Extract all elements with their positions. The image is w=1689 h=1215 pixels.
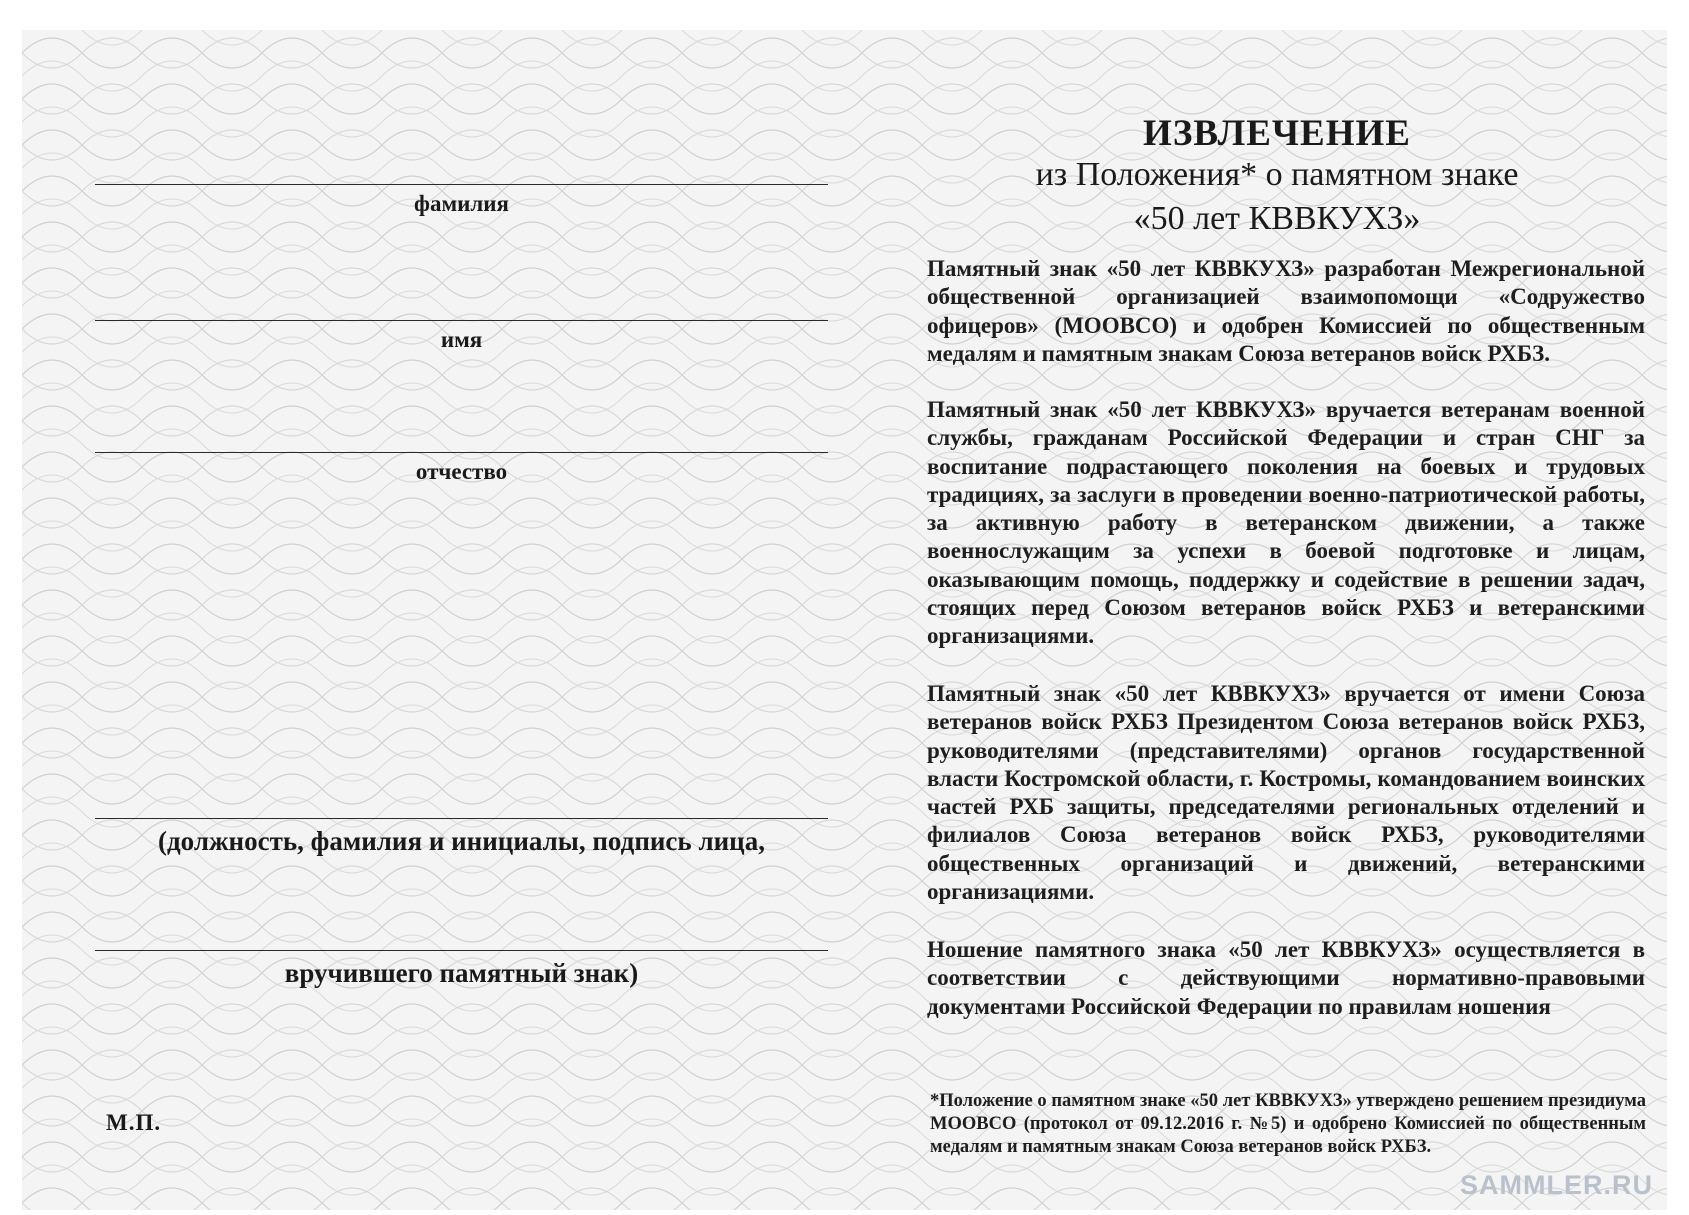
surname-line	[95, 184, 828, 185]
extract-subheading: из Положения* о памятном знаке	[1035, 156, 1519, 193]
name-line	[95, 320, 828, 321]
signature-line-2	[95, 950, 828, 951]
signature-caption-line2: вручившего памятный знак)	[284, 958, 639, 988]
extract-heading: ИЗВЛЕЧЕНИЕ	[1143, 113, 1411, 154]
certificate-spread	[22, 30, 1667, 1210]
paragraph-recipients: Памятный знак «50 лет КВВКУХЗ» вручается ветеранам военной службы, гражданам Российской Федерации и стран СНГ за воспитание подрастающего поколения на боевых и трудовых традициях, за заслуги в проведении военно-патриотической работы, за активную работу в ветеранском движении, а также военнослужащим за успехи в боевой подготовке и лицам, оказывающим помощь, поддержку и содействие в решении задач, стоящих перед Союзом ветеранов войск РХБЗ и ветеранскими организациями.	[927, 397, 1645, 649]
badge-name: «50 лет КВВКУХЗ»	[1133, 200, 1421, 237]
name-label: имя	[440, 327, 483, 352]
paragraph-wearing: Ношение памятного знака «50 лет КВВКУХЗ» осуществляется в соответствии с действующими нормативно-правовыми документами Российской Федерации по правилам ношения	[927, 937, 1645, 1019]
footnote: *Положение о памятном знаке «50 лет КВВКУХЗ» утверждено решением президиума МООВСО (протокол от 09.12.2016 г. №5) и одобрено Комиссией по общественным медалям и памятным знакам Союза ветеранов войск РХБЗ.	[930, 1091, 1646, 1157]
patronymic-line	[95, 452, 828, 453]
patronymic-label: отчество	[415, 459, 508, 484]
stamp-place-label: М.П.	[106, 1110, 162, 1135]
site-watermark: SAMMLER.RU	[1460, 1170, 1653, 1200]
paragraph-presenters: Памятный знак «50 лет КВВКУХЗ» вручается от имени Союза ветеранов войск РХБЗ Президентом Союза ветеранов войск РХБЗ, руководителями (представителями) органов государственной власти Костромской области, г. Костромы, командованием воинских частей РХБ защиты, председателями региональных отделений и филиалов Союза ветеранов войск РХБЗ, руководителями общественных организаций и движений, ветеранскими организациями.	[927, 681, 1645, 905]
signature-caption-line1: (должность, фамилия и инициалы, подпись лица,	[158, 826, 765, 856]
surname-label: фамилия	[414, 191, 509, 216]
paragraph-development: Памятный знак «50 лет КВВКУХЗ» разработан Межрегиональной общественной организацией взаимопомощи «Содружество офицеров» (МООВСО) и одобрен Комиссией по общественным медалям и памятным знакам Союза ветеранов войск РХБЗ.	[927, 256, 1645, 366]
signature-line	[95, 818, 828, 819]
